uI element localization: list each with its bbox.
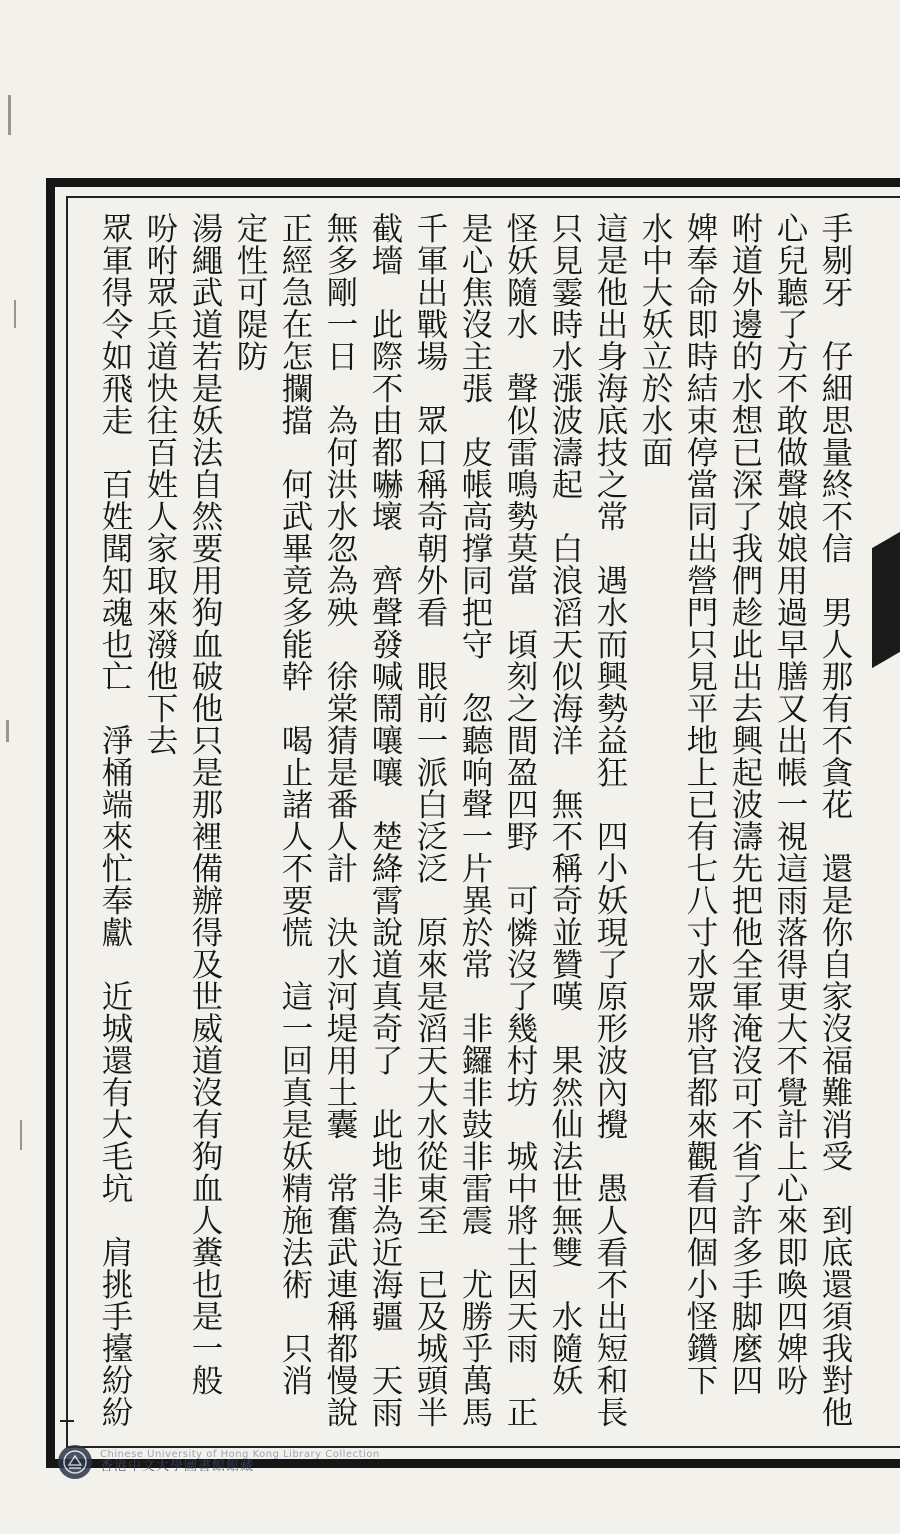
text-column: 吩咐眾兵道快往百姓人家取來潑他下去 — [142, 212, 178, 756]
university-seal-icon-graphic — [62, 1449, 88, 1475]
text-column: 心兒聽了方不敢做聲娘娘用過早膳又出帳一視這雨落得更大不覺計上心來即喚四婢吩 — [772, 212, 808, 1396]
watermark-english: Chinese University of Hong Kong Library Collection — [100, 1449, 380, 1461]
watermark-chinese: 香港中文大學圖書館館藏 — [100, 1459, 255, 1475]
margin-mark — [8, 95, 11, 135]
text-column: 截墻 此際不由都嚇壞 齊聲發喊鬧嚷嚷 楚絳霄說道真奇了 此地非為近海疆 天雨 — [367, 212, 403, 1428]
frame-corner-mark — [60, 1420, 74, 1422]
margin-mark — [20, 1120, 22, 1150]
text-column: 怪妖隨水 聲似雷鳴勢莫當 頃刻之間盈四野 可憐沒了幾村坊 城中將士因天雨 正 — [502, 212, 538, 1428]
text-column: 定性可隄防 — [232, 212, 268, 372]
text-column: 水中大妖立於水面 — [637, 212, 673, 468]
text-column: 手剔牙 仔細思量終不信 男人那有不貪花 還是你自家沒福難消受 到底還須我對他 — [817, 212, 853, 1428]
margin-mark — [14, 300, 16, 328]
text-column: 無多剛一日 為何洪水忽為殃 徐棠猜是番人計 決水河堤用土囊 常奮武連稱都慢說 — [322, 212, 358, 1428]
text-column: 只見霎時水漲波濤起 白浪滔天似海洋 無不稱奇並贊嘆 果然仙法世無雙 水隨妖 — [547, 212, 583, 1396]
text-column: 千軍出戰場 眾口稱奇朝外看 眼前一派白泛泛 原來是滔天大水從東至 已及城頭半 — [412, 212, 448, 1428]
text-column: 眾軍得令如飛走 百姓聞知魂也亡 淨桶端來忙奉獻 近城還有大毛坑 肩挑手擡紛紛 — [97, 212, 133, 1428]
text-column: 這是他出身海底技之常 遇水而興勢益狂 四小妖現了原形波內攪 愚人看不出短和長 — [592, 212, 628, 1428]
text-column: 是心焦沒主張 皮帳高撑同把守 忽聽响聲一片異於常 非鑼非鼓非雷震 尤勝乎萬馬 — [457, 212, 493, 1428]
watermark-text — [100, 1449, 380, 1474]
university-seal-icon — [58, 1445, 92, 1479]
book-title — [858, 192, 900, 792]
text-column: 湯繩武道若是妖法自然要用狗血破他只是那裡備辦得及世威道沒有狗血人糞也是一般 — [187, 212, 223, 1396]
margin-mark — [6, 720, 9, 742]
text-column: 婢奉命即時結束停當同出營門只見平地上已有七八寸水眾將官都來觀看四個小怪鑽下 — [682, 212, 718, 1396]
text-column: 正經急在怎攔擋 何武畢竟多能幹 喝止諸人不要慌 這一回真是妖精施法術 只消 — [277, 212, 313, 1396]
library-watermark — [58, 1442, 578, 1482]
text-column: 咐道外邊的水想已深了我們趁此出去興起波濤先把他全軍淹沒可不省了許多手脚麼四 — [727, 212, 763, 1396]
